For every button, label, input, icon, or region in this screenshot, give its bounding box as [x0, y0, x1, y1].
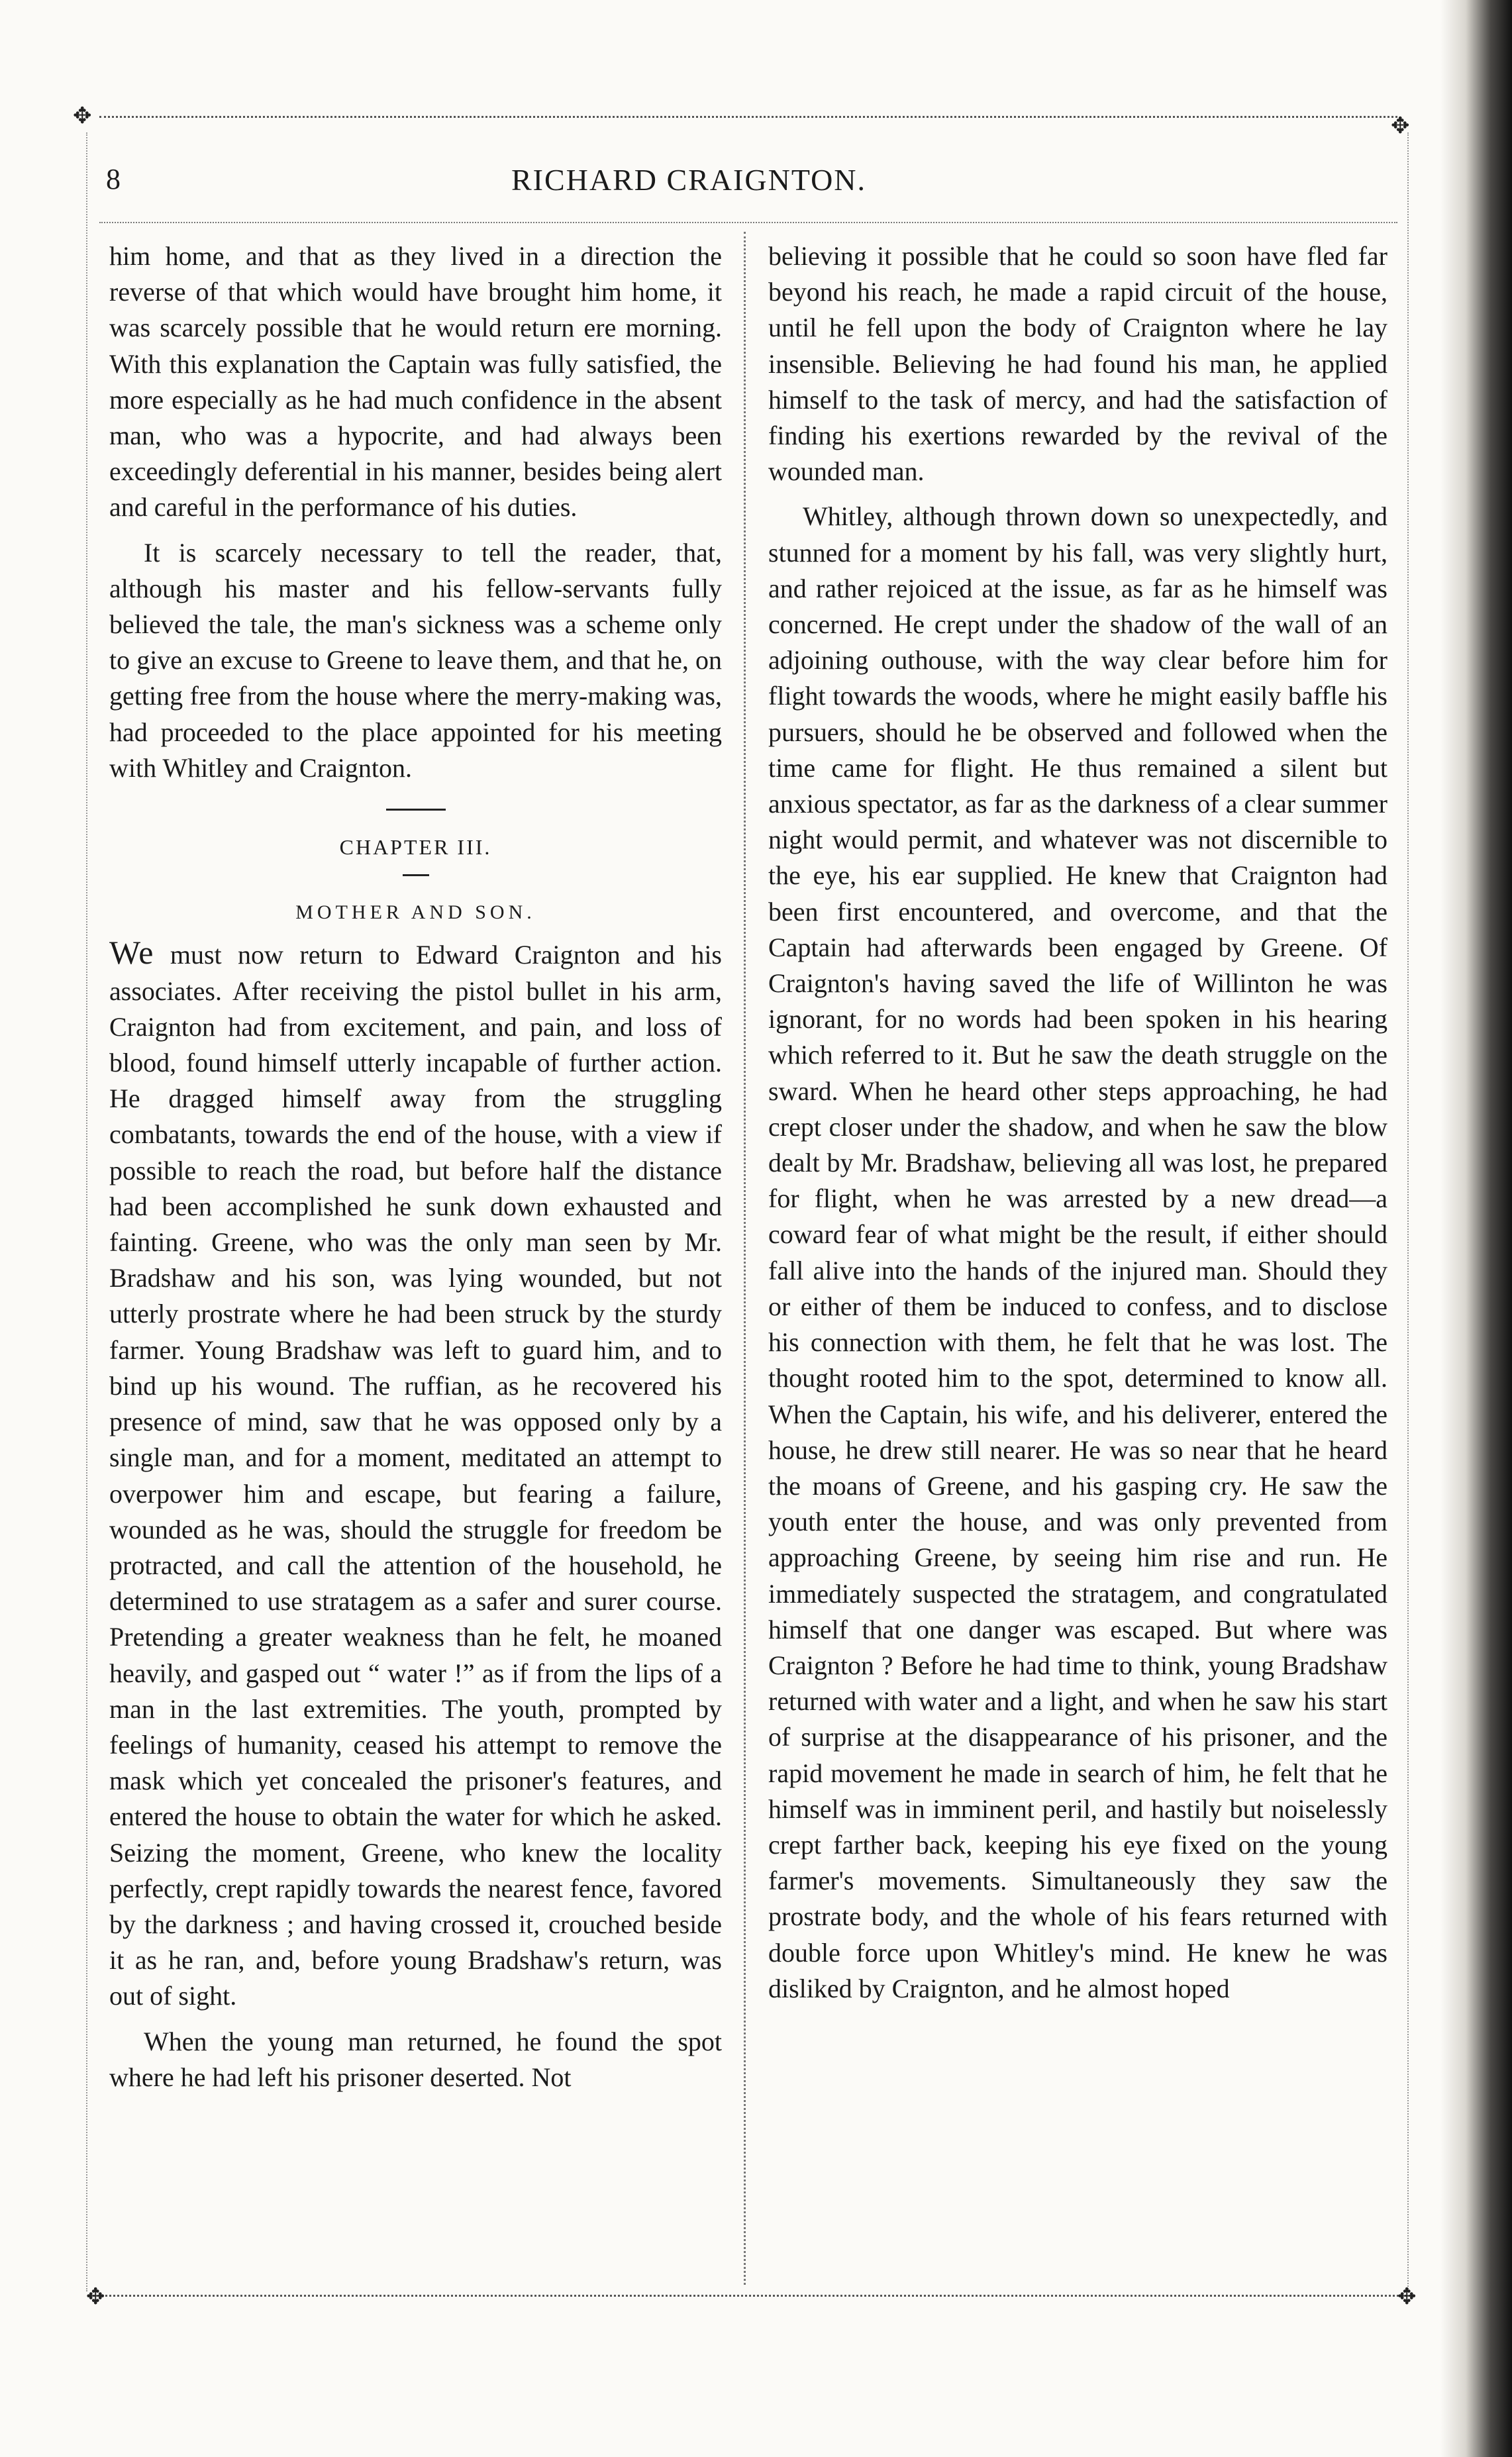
corner-ornament-icon: ✥	[1391, 114, 1410, 138]
paragraph: Whitley, although thrown down so unexpectedly, and stunned for a moment by his fall, was very slightly hurt, and rather rejoiced at the issue, as far as he himself was concerned. He crept under the shadow of the wall of an adjoining outhouse, with the way clear before him for flight towards the woods, where he might easily baffle his pursuers, should he be observed and followed when the time came for flight. He thus remained a silent but anxious spectator, as far as the darkness of a clear summer night would permit, and whatever was not discernible to the eye, his ear supplied. He knew that Craignton had been first encountered, and overcome, and that the Captain had afterwards been engaged by Greene. Of Craignton's having saved the life of Willinton he was ignorant, for no words had been spoken in his hearing which referred to it. But he saw the death struggle on the sward. When he heard other steps approaching, he had crept closer under the shadow, and when he saw the blow dealt by Mr. Bradshaw, believing all was lost, he prepared for flight, when he was arrested by a new dread—a coward fear of what might be the result, if either should fall alive into the hands of the injured man. Should they or either of them be induced to confess, and to disclose his connection with them, he felt that he was lost. The thought rooted him to the spot, determined to know all. When the Captain, his wife, and his deliverer, entered the house, he drew still nearer. He was so near that he heard the moans of Greene, and his gasping cry. He saw the youth enter the house, and was only prevented from approaching Greene, by seeing him rise and run. He immediately suspected the stratagem, and congratulated himself that one danger was escaped. But where was Craignton ? Before he had time to think, young Bradshaw returned with water and a light, and when he saw his start of surprise at the disappearance of his prisoner, and the rapid movement he made in search of him, he felt that he himself was in imminent peril, and hastily but noiselessly crept farther back, keeping his eye fixed on the young farmer's movements. Simultaneously they saw the prostrate body, and the whole of his fears returned with double force upon Whitley's mind. He knew he was disliked by Craignton, and he almost hoped	[768, 501, 1387, 2003]
running-title: RICHARD CRAIGNTON.	[511, 163, 867, 197]
chapter-rule	[386, 809, 446, 811]
chapter-heading	[109, 809, 722, 930]
left-border-rule	[86, 132, 87, 2291]
chapter-rule	[403, 874, 429, 876]
bottom-ornamental-rule	[93, 2295, 1411, 2297]
paragraph: When the young man returned, he found the spot where he had left his prisoner deserted. Not	[109, 2026, 722, 2092]
paragraph-text: must now return to Edward Craignton and his associates. After receiving the pistol bullet in his arm, Craignton had from excitement, and pain, and loss of blood, found himself utterly incapable of further action. He dragged himself away from the struggling combatants, towards the end of the house, with a view if possible to reach the road, but before half the distance had been accomplished he sunk down exhausted and fainting. Greene, who was the only man seen by Mr. Bradshaw and his son, was lying wounded, but not utterly prostrate where he had been struck by the sturdy farmer. Young Bradshaw was left to guard him, and to bind up his wound. The ruffian, as he recovered his presence of mind, saw that he was opposed only by a single man, and for a moment, meditated an attempt to overpower him and escape, but fearing a failure, wounded as he was, should the struggle for freedom be protracted, and call the attention of the household, he determined to use stratagem as a safer and surer course. Pretending a greater weakness than he felt, he moaned heavily, and gasped out “ water !” as if from the lips of a man in the last extremities. The youth, prompted by feelings of humanity, ceased his attempt to remove the mask which yet concealed the prisoner's features, and entered the house to obtain the water for which he asked. Seizing the moment, Greene, who knew the locality perfectly, crept rapidly towards the nearest fence, favored by the darkness ; and having crossed it, crouched beside it as he ran, and, before young Bradshaw's return, was out of sight.	[109, 940, 722, 2011]
paragraph: It is scarcely necessary to tell the reader, that, although his master and his fellow-servants fully believed the tale, the man's sickness was a scheme only to give an excuse to Greene to leave them, and that he, on getting free from the house where the merry-making was, had proceeded to the place appointed for his meeting with Whitley and Craignton.	[109, 537, 722, 783]
paragraph: him home, and that as they lived in a direction the reverse of that which would have brought him home, it was scarcely possible that he would return ere morning. With this explanation the Captain was fully satisfied, the more especially as he had much confidence in the absent man, who was a hypocrite, and had always been exceedingly deferential in his manner, besides being alert and careful in the performance of his duties.	[109, 241, 722, 523]
page-number: 8	[106, 163, 121, 195]
running-head	[0, 156, 1512, 215]
corner-ornament-icon: ✥	[1397, 2285, 1417, 2309]
right-column	[768, 238, 1387, 2016]
corner-ornament-icon: ✥	[86, 2285, 105, 2309]
header-rule	[99, 222, 1397, 223]
paragraph: believing it possible that he could so soon have fled far beyond his reach, he made a rapid circuit of the house, until he fell upon the body of Craignton where he lay insensible. Believing he had found his man, he applied himself to the task of mercy, and had the satisfaction of finding his exertions rewarded by the revival of the wounded man.	[768, 241, 1387, 487]
right-border-rule	[1407, 132, 1409, 2291]
left-column	[109, 238, 722, 2105]
corner-ornament-icon: ✥	[73, 104, 92, 128]
paragraph	[109, 934, 722, 2014]
binding-shadow	[1440, 0, 1512, 2457]
chapter-label: CHAPTER III.	[339, 835, 492, 860]
chapter-title: MOTHER AND SON.	[295, 901, 536, 924]
opening-word: We	[109, 934, 154, 972]
top-ornamental-rule	[99, 116, 1397, 118]
column-divider	[744, 232, 746, 2285]
